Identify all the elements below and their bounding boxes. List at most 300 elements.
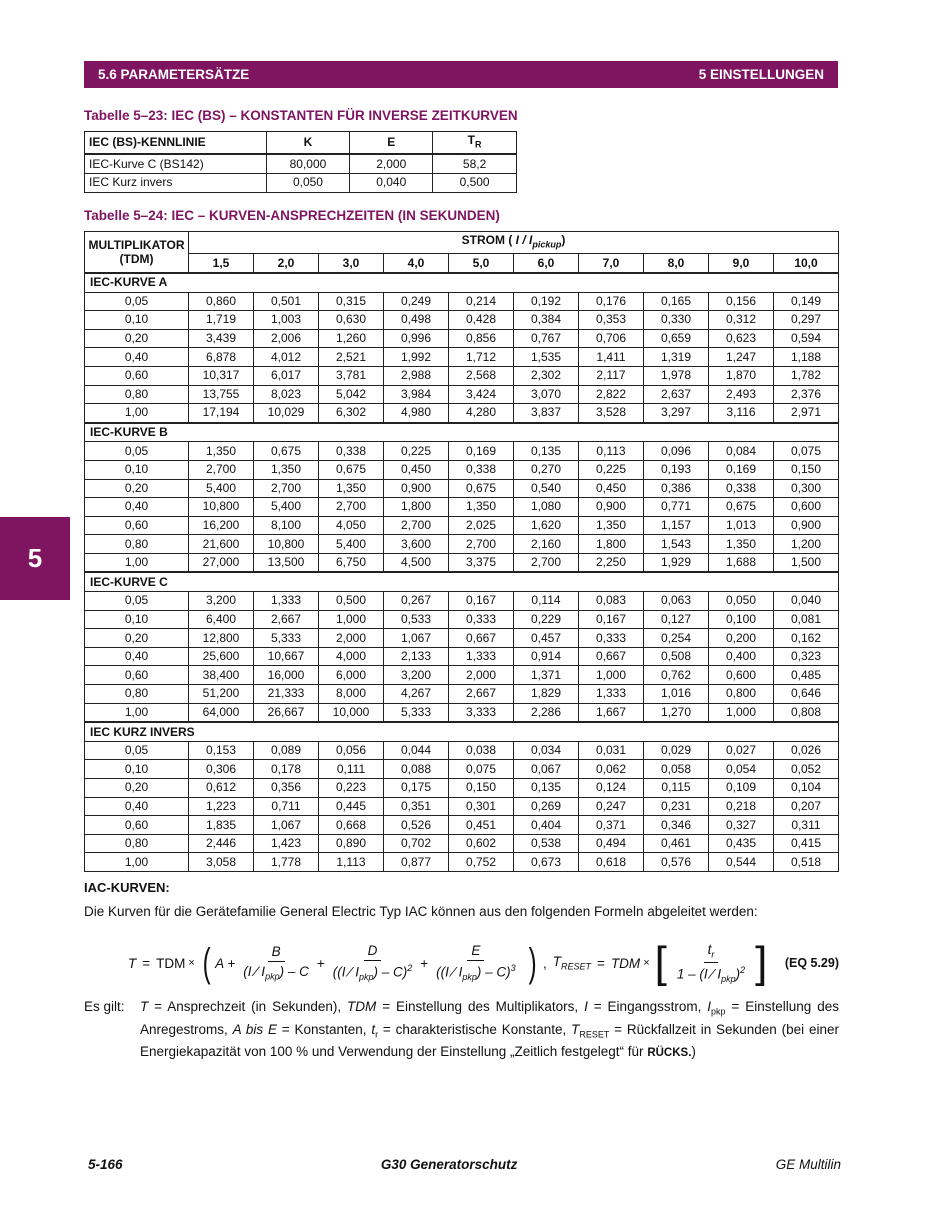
t24-value-cell: 0,084 xyxy=(709,442,774,461)
t24-value-cell: 0,996 xyxy=(384,329,449,348)
t24-value-cell: 4,980 xyxy=(384,404,449,423)
t24-tdm-cell: 1,00 xyxy=(85,404,189,423)
t24-value-cell: 6,000 xyxy=(319,666,384,685)
t24-value-cell: 0,100 xyxy=(709,610,774,629)
t24-value-cell: 0,247 xyxy=(579,797,644,816)
t24-value-cell: 5,400 xyxy=(189,479,254,498)
t24-value-cell: 0,540 xyxy=(514,479,579,498)
t24-row xyxy=(85,592,839,611)
t24-tdm-cell: 0,40 xyxy=(85,348,189,367)
t24-value-cell: 0,156 xyxy=(709,292,774,311)
t24-row xyxy=(85,797,839,816)
t24-value-cell: 0,075 xyxy=(449,760,514,779)
t24-value-cell: 4,000 xyxy=(319,647,384,666)
t24-value-cell: 6,400 xyxy=(189,610,254,629)
t24-value-cell: 0,081 xyxy=(774,610,839,629)
t23-row xyxy=(85,173,517,192)
t24-value-cell: 0,538 xyxy=(514,834,579,853)
t24-value-cell: 1,333 xyxy=(579,685,644,704)
t23-cell: 0,040 xyxy=(350,173,433,192)
t24-value-cell: 1,016 xyxy=(644,685,709,704)
t24-row xyxy=(85,610,839,629)
t24-value-cell: 51,200 xyxy=(189,685,254,704)
t24-value-cell: 1,620 xyxy=(514,516,579,535)
t24-value-cell: 1,712 xyxy=(449,348,514,367)
t24-value-cell: 10,317 xyxy=(189,366,254,385)
t24-value-cell: 0,877 xyxy=(384,853,449,872)
t24-value-cell: 0,254 xyxy=(644,629,709,648)
t24-value-cell: 1,719 xyxy=(189,311,254,330)
page-footer xyxy=(88,1157,841,1172)
t24-group-row xyxy=(85,273,839,292)
t24-value-cell: 0,594 xyxy=(774,329,839,348)
eq-paren-close: ) xyxy=(528,941,537,985)
eq-frac-d: $\frac{D}{((I ⁄ I_{pkp}) - C)^2}$ xyxy=(332,943,413,983)
t24-value-cell: 2,700 xyxy=(449,535,514,554)
t24-value-cell: 1,188 xyxy=(774,348,839,367)
t24-tdm-cell: 0,20 xyxy=(85,479,189,498)
t24-row xyxy=(85,779,839,798)
t24-value-cell: 0,404 xyxy=(514,816,579,835)
t24-value-cell: 0,075 xyxy=(774,442,839,461)
t24-value-cell: 0,088 xyxy=(384,760,449,779)
t24-value-cell: 2,988 xyxy=(384,366,449,385)
t24-value-cell: 0,169 xyxy=(449,442,514,461)
t24-value-cell: 1,929 xyxy=(644,553,709,572)
t24-value-cell: 0,612 xyxy=(189,779,254,798)
t24-value-cell: 10,800 xyxy=(189,498,254,517)
t24-group-row xyxy=(85,722,839,741)
t24-value-cell: 1,113 xyxy=(319,853,384,872)
t24-tdm-cell: 0,60 xyxy=(85,816,189,835)
t24-value-cell: 0,386 xyxy=(644,479,709,498)
t24-tdm-cell: 1,00 xyxy=(85,553,189,572)
t24-row xyxy=(85,853,839,872)
t24-header-multiplikator: MULTIPLIKATOR (TDM) xyxy=(85,232,189,273)
t24-value-cell: 0,914 xyxy=(514,647,579,666)
iac-title: IAC-KURVEN: xyxy=(84,880,170,895)
t24-value-cell: 0,533 xyxy=(384,610,449,629)
t24-value-cell: 3,200 xyxy=(189,592,254,611)
t24-value-cell: 16,200 xyxy=(189,516,254,535)
eq-a-term: A + xyxy=(215,955,236,971)
eq-tdm: TDM xyxy=(156,955,186,971)
t24-value-cell: 0,346 xyxy=(644,816,709,835)
t24-value-cell: 3,984 xyxy=(384,385,449,404)
t24-value-cell: 2,822 xyxy=(579,385,644,404)
equation-number: (EQ 5.29) xyxy=(784,956,839,970)
t24-tdm-cell: 0,40 xyxy=(85,797,189,816)
t24-value-cell: 0,104 xyxy=(774,779,839,798)
t24-tdm-cell: 0,80 xyxy=(85,385,189,404)
t24-row xyxy=(85,348,839,367)
t24-value-cell: 0,096 xyxy=(644,442,709,461)
t24-value-cell: 6,017 xyxy=(254,366,319,385)
t24-value-cell: 13,500 xyxy=(254,553,319,572)
t24-row xyxy=(85,629,839,648)
t24-row xyxy=(85,311,839,330)
eq-frac-e: $\frac{E}{((I ⁄ I_{pkp}) - C)^3}$ xyxy=(436,943,516,983)
t24-column-header: 7,0 xyxy=(579,254,644,273)
t24-value-cell: 4,050 xyxy=(319,516,384,535)
t24-tdm-cell: 0,05 xyxy=(85,592,189,611)
t24-value-cell: 0,113 xyxy=(579,442,644,461)
t24-tdm-cell: 0,60 xyxy=(85,516,189,535)
t24-value-cell: 8,100 xyxy=(254,516,319,535)
t24-value-cell: 0,333 xyxy=(579,629,644,648)
t24-value-cell: 0,767 xyxy=(514,329,579,348)
t24-row xyxy=(85,703,839,722)
t24-value-cell: 0,900 xyxy=(579,498,644,517)
t24-value-cell: 1,350 xyxy=(579,516,644,535)
t24-tdm-cell: 0,40 xyxy=(85,647,189,666)
t24-value-cell: 0,338 xyxy=(449,460,514,479)
eq-equals: = xyxy=(142,955,151,971)
t24-value-cell: 0,089 xyxy=(254,741,319,760)
t24-value-cell: 0,428 xyxy=(449,311,514,330)
t24-value-cell: 1,500 xyxy=(774,553,839,572)
t24-column-header: 9,0 xyxy=(709,254,774,273)
t24-value-cell: 0,052 xyxy=(774,760,839,779)
t24-value-cell: 0,356 xyxy=(254,779,319,798)
t24-value-cell: 0,176 xyxy=(579,292,644,311)
t24-value-cell: 0,526 xyxy=(384,816,449,835)
t24-value-cell: 25,600 xyxy=(189,647,254,666)
t24-value-cell: 0,135 xyxy=(514,442,579,461)
t24-group-row xyxy=(85,423,839,442)
t24-value-cell: 0,149 xyxy=(774,292,839,311)
t24-tdm-cell: 0,60 xyxy=(85,666,189,685)
iac-intro: Die Kurven für die Gerätefamilie General Electric Typ IAC können aus den folgenden Formeln abgeleitet werden: xyxy=(84,904,758,919)
t24-value-cell: 0,027 xyxy=(709,741,774,760)
table23-caption: Tabelle 5–23: IEC (BS) – KONSTANTEN FÜR INVERSE ZEITKURVEN xyxy=(84,108,518,123)
t24-value-cell: 1,067 xyxy=(384,629,449,648)
t23-cell: 2,000 xyxy=(350,154,433,173)
eq-plus-2: + xyxy=(420,955,429,971)
t24-value-cell: 0,225 xyxy=(384,442,449,461)
t24-value-cell: 2,521 xyxy=(319,348,384,367)
t24-row xyxy=(85,404,839,423)
t24-value-cell: 0,706 xyxy=(579,329,644,348)
eq-plus-1: + xyxy=(316,955,325,971)
t24-value-cell: 0,044 xyxy=(384,741,449,760)
t24-tdm-cell: 0,80 xyxy=(85,834,189,853)
t23-cell: 0,500 xyxy=(433,173,517,192)
t24-value-cell: 2,568 xyxy=(449,366,514,385)
t24-value-cell: 0,267 xyxy=(384,592,449,611)
t24-row xyxy=(85,366,839,385)
chapter-title: 5 EINSTELLUNGEN xyxy=(698,67,824,82)
t24-value-cell: 2,700 xyxy=(254,479,319,498)
t24-value-cell: 1,543 xyxy=(644,535,709,554)
t24-value-cell: 8,000 xyxy=(319,685,384,704)
t23-cell: 0,050 xyxy=(266,173,350,192)
t24-row xyxy=(85,760,839,779)
t24-value-cell: 1,535 xyxy=(514,348,579,367)
t24-value-cell: 0,800 xyxy=(709,685,774,704)
t24-value-cell: 6,302 xyxy=(319,404,384,423)
t24-row xyxy=(85,442,839,461)
t24-value-cell: 0,518 xyxy=(774,853,839,872)
t24-value-cell: 0,323 xyxy=(774,647,839,666)
t24-value-cell: 21,600 xyxy=(189,535,254,554)
t24-column-header: 2,0 xyxy=(254,254,319,273)
t24-value-cell: 2,667 xyxy=(254,610,319,629)
t24-value-cell: 1,270 xyxy=(644,703,709,722)
t24-value-cell: 0,508 xyxy=(644,647,709,666)
t24-value-cell: 0,384 xyxy=(514,311,579,330)
t24-column-header: 10,0 xyxy=(774,254,839,273)
t24-value-cell: 21,333 xyxy=(254,685,319,704)
t24-value-cell: 0,169 xyxy=(709,460,774,479)
t24-value-cell: 3,781 xyxy=(319,366,384,385)
t24-value-cell: 2,667 xyxy=(449,685,514,704)
t24-value-cell: 0,114 xyxy=(514,592,579,611)
t24-group-label: IEC-KURVE B xyxy=(85,423,839,442)
t24-value-cell: 0,675 xyxy=(449,479,514,498)
t24-value-cell: 1,000 xyxy=(579,666,644,685)
t24-tdm-cell: 0,20 xyxy=(85,779,189,798)
t24-value-cell: 1,000 xyxy=(319,610,384,629)
t24-value-cell: 0,675 xyxy=(709,498,774,517)
t24-value-cell: 5,333 xyxy=(254,629,319,648)
t24-value-cell: 0,646 xyxy=(774,685,839,704)
t24-value-cell: 1,333 xyxy=(254,592,319,611)
t24-value-cell: 0,618 xyxy=(579,853,644,872)
t24-value-cell: 2,971 xyxy=(774,404,839,423)
t24-value-cell: 0,501 xyxy=(254,292,319,311)
eq-times-2: × xyxy=(643,957,650,969)
t24-value-cell: 0,301 xyxy=(449,797,514,816)
t24-value-cell: 6,750 xyxy=(319,553,384,572)
t24-value-cell: 1,411 xyxy=(579,348,644,367)
t24-value-cell: 0,338 xyxy=(319,442,384,461)
t24-value-cell: 0,124 xyxy=(579,779,644,798)
t24-value-cell: 3,424 xyxy=(449,385,514,404)
t24-value-cell: 27,000 xyxy=(189,553,254,572)
t24-value-cell: 3,297 xyxy=(644,404,709,423)
t24-value-cell: 0,109 xyxy=(709,779,774,798)
t24-row xyxy=(85,553,839,572)
t24-value-cell: 2,000 xyxy=(449,666,514,685)
t24-value-cell: 10,800 xyxy=(254,535,319,554)
t24-value-cell: 0,178 xyxy=(254,760,319,779)
table24 xyxy=(84,231,839,872)
t24-value-cell: 0,702 xyxy=(384,834,449,853)
t24-value-cell: 0,062 xyxy=(579,760,644,779)
t23-cell: IEC-Kurve C (BS142) xyxy=(85,154,267,173)
t24-row xyxy=(85,834,839,853)
t24-value-cell: 1,223 xyxy=(189,797,254,816)
t24-value-cell: 0,498 xyxy=(384,311,449,330)
t24-value-cell: 1,003 xyxy=(254,311,319,330)
t24-value-cell: 0,623 xyxy=(709,329,774,348)
t24-value-cell: 2,700 xyxy=(319,498,384,517)
t24-row xyxy=(85,666,839,685)
t24-value-cell: 38,400 xyxy=(189,666,254,685)
t24-value-cell: 0,063 xyxy=(644,592,709,611)
t24-tdm-cell: 0,10 xyxy=(85,760,189,779)
t24-value-cell: 0,026 xyxy=(774,741,839,760)
t24-value-cell: 0,771 xyxy=(644,498,709,517)
t24-row xyxy=(85,741,839,760)
t24-value-cell: 0,856 xyxy=(449,329,514,348)
t24-row xyxy=(85,460,839,479)
t24-value-cell: 0,900 xyxy=(384,479,449,498)
t24-value-cell: 0,111 xyxy=(319,760,384,779)
t24-value-cell: 1,080 xyxy=(514,498,579,517)
t24-value-cell: 1,800 xyxy=(384,498,449,517)
eq-comma: , xyxy=(543,955,547,971)
eq-tdm-2: TDM xyxy=(610,955,641,971)
eq-t-reset: $T_{RESET}$ xyxy=(552,954,592,972)
t24-value-cell: 1,835 xyxy=(189,816,254,835)
t24-value-cell: 3,333 xyxy=(449,703,514,722)
eq-times: × xyxy=(188,957,195,969)
t24-tdm-cell: 0,20 xyxy=(85,629,189,648)
t24-value-cell: 0,067 xyxy=(514,760,579,779)
t24-value-cell: 0,415 xyxy=(774,834,839,853)
t24-row xyxy=(85,329,839,348)
t24-value-cell: 17,194 xyxy=(189,404,254,423)
t24-value-cell: 2,286 xyxy=(514,703,579,722)
t24-value-cell: 0,461 xyxy=(644,834,709,853)
t24-value-cell: 0,031 xyxy=(579,741,644,760)
t24-column-header: 1,5 xyxy=(189,254,254,273)
t24-value-cell: 0,270 xyxy=(514,460,579,479)
t24-value-cell: 1,200 xyxy=(774,535,839,554)
t24-row xyxy=(85,385,839,404)
t24-value-cell: 5,042 xyxy=(319,385,384,404)
t24-value-cell: 3,058 xyxy=(189,853,254,872)
t24-value-cell: 1,667 xyxy=(579,703,644,722)
eq-equals-2: = xyxy=(597,955,605,971)
t23-header-k: K xyxy=(266,132,350,155)
t24-header-strom: STROM ( I / $I_{pickup}$) xyxy=(189,232,839,254)
t24-value-cell: 1,688 xyxy=(709,553,774,572)
t24-value-cell: 1,350 xyxy=(189,442,254,461)
t24-value-cell: 3,200 xyxy=(384,666,449,685)
t24-row xyxy=(85,292,839,311)
t24-value-cell: 1,157 xyxy=(644,516,709,535)
t24-value-cell: 3,837 xyxy=(514,404,579,423)
t24-value-cell: 1,350 xyxy=(254,460,319,479)
t24-value-cell: 0,153 xyxy=(189,741,254,760)
t24-value-cell: 2,493 xyxy=(709,385,774,404)
t24-value-cell: 2,637 xyxy=(644,385,709,404)
t24-tdm-cell: 0,05 xyxy=(85,292,189,311)
t24-value-cell: 5,333 xyxy=(384,703,449,722)
t24-value-cell: 1,247 xyxy=(709,348,774,367)
t24-column-header: 3,0 xyxy=(319,254,384,273)
eq-paren-open: ( xyxy=(202,941,211,985)
t24-value-cell: 4,012 xyxy=(254,348,319,367)
t24-value-cell: 0,249 xyxy=(384,292,449,311)
t24-value-cell: 4,280 xyxy=(449,404,514,423)
t24-group-label: IEC-KURVE C xyxy=(85,572,839,591)
t24-value-cell: 3,600 xyxy=(384,535,449,554)
t24-value-cell: 64,000 xyxy=(189,703,254,722)
t24-value-cell: 8,023 xyxy=(254,385,319,404)
t24-value-cell: 0,500 xyxy=(319,592,384,611)
t24-value-cell: 3,528 xyxy=(579,404,644,423)
t24-value-cell: 0,450 xyxy=(579,479,644,498)
page-number: 5-166 xyxy=(88,1157,123,1172)
t24-tdm-cell: 0,10 xyxy=(85,460,189,479)
t24-tdm-cell: 0,10 xyxy=(85,610,189,629)
t24-value-cell: 5,400 xyxy=(319,535,384,554)
where-text: T = Ansprechzeit (in Sekunden), TDM = Einstellung des Multiplikators, I = Eingangsstrom, $I_{pkp}$ = Einstellung des Anregestroms, A bis E = Konstanten, $t_r$ = charakteristische Konstante, $T_{RESET}$ = Rückfallzeit in Sekunden (bei einer Energiekapazität von 100 % und Verwendung der Einstellung „Zeitlich festgelegt“ für RÜCKS.) xyxy=(140,999,839,1060)
table24-caption: Tabelle 5–24: IEC – KURVEN-ANSPRECHZEITEN (IN SEKUNDEN) xyxy=(84,208,500,223)
t24-tdm-cell: 0,10 xyxy=(85,311,189,330)
t24-value-cell: 2,000 xyxy=(319,629,384,648)
t24-row xyxy=(85,535,839,554)
t24-value-cell: 1,870 xyxy=(709,366,774,385)
t24-value-cell: 0,192 xyxy=(514,292,579,311)
t24-value-cell: 0,300 xyxy=(774,479,839,498)
t24-tdm-cell: 0,80 xyxy=(85,535,189,554)
t24-value-cell: 0,890 xyxy=(319,834,384,853)
t24-value-cell: 2,025 xyxy=(449,516,514,535)
t24-value-cell: 0,311 xyxy=(774,816,839,835)
t24-value-cell: 0,167 xyxy=(449,592,514,611)
t24-column-header: 5,0 xyxy=(449,254,514,273)
t24-value-cell: 0,659 xyxy=(644,329,709,348)
t24-value-cell: 1,371 xyxy=(514,666,579,685)
t24-value-cell: 0,445 xyxy=(319,797,384,816)
t24-value-cell: 12,800 xyxy=(189,629,254,648)
t24-value-cell: 10,029 xyxy=(254,404,319,423)
t24-value-cell: 1,000 xyxy=(709,703,774,722)
t24-value-cell: 2,160 xyxy=(514,535,579,554)
t24-value-cell: 10,667 xyxy=(254,647,319,666)
t24-value-cell: 3,070 xyxy=(514,385,579,404)
t24-value-cell: 1,350 xyxy=(709,535,774,554)
t24-value-cell: 0,056 xyxy=(319,741,384,760)
equation-5-29 xyxy=(128,935,839,991)
t23-cell: 58,2 xyxy=(433,154,517,173)
t23-cell: 80,000 xyxy=(266,154,350,173)
t24-value-cell: 2,700 xyxy=(189,460,254,479)
t24-group-label: IEC KURZ INVERS xyxy=(85,722,839,741)
t24-value-cell: 0,602 xyxy=(449,834,514,853)
t24-value-cell: 6,878 xyxy=(189,348,254,367)
t24-value-cell: 3,375 xyxy=(449,553,514,572)
t24-value-cell: 16,000 xyxy=(254,666,319,685)
t24-value-cell: 0,860 xyxy=(189,292,254,311)
t24-value-cell: 0,297 xyxy=(774,311,839,330)
t24-value-cell: 0,544 xyxy=(709,853,774,872)
t24-tdm-cell: 0,05 xyxy=(85,741,189,760)
t24-value-cell: 0,054 xyxy=(709,760,774,779)
t24-value-cell: 0,058 xyxy=(644,760,709,779)
t24-value-cell: 0,207 xyxy=(774,797,839,816)
t24-value-cell: 0,127 xyxy=(644,610,709,629)
t24-value-cell: 0,450 xyxy=(384,460,449,479)
t24-row xyxy=(85,516,839,535)
chapter-side-tab: 5 xyxy=(0,517,70,600)
t24-value-cell: 0,673 xyxy=(514,853,579,872)
t24-tdm-cell: 1,00 xyxy=(85,853,189,872)
t24-value-cell: 1,260 xyxy=(319,329,384,348)
t24-value-cell: 0,668 xyxy=(319,816,384,835)
t24-tdm-cell: 0,05 xyxy=(85,442,189,461)
t24-value-cell: 2,700 xyxy=(384,516,449,535)
t24-tdm-cell: 0,20 xyxy=(85,329,189,348)
t24-value-cell: 0,193 xyxy=(644,460,709,479)
t24-tdm-cell: 1,00 xyxy=(85,703,189,722)
t24-value-cell: 0,038 xyxy=(449,741,514,760)
